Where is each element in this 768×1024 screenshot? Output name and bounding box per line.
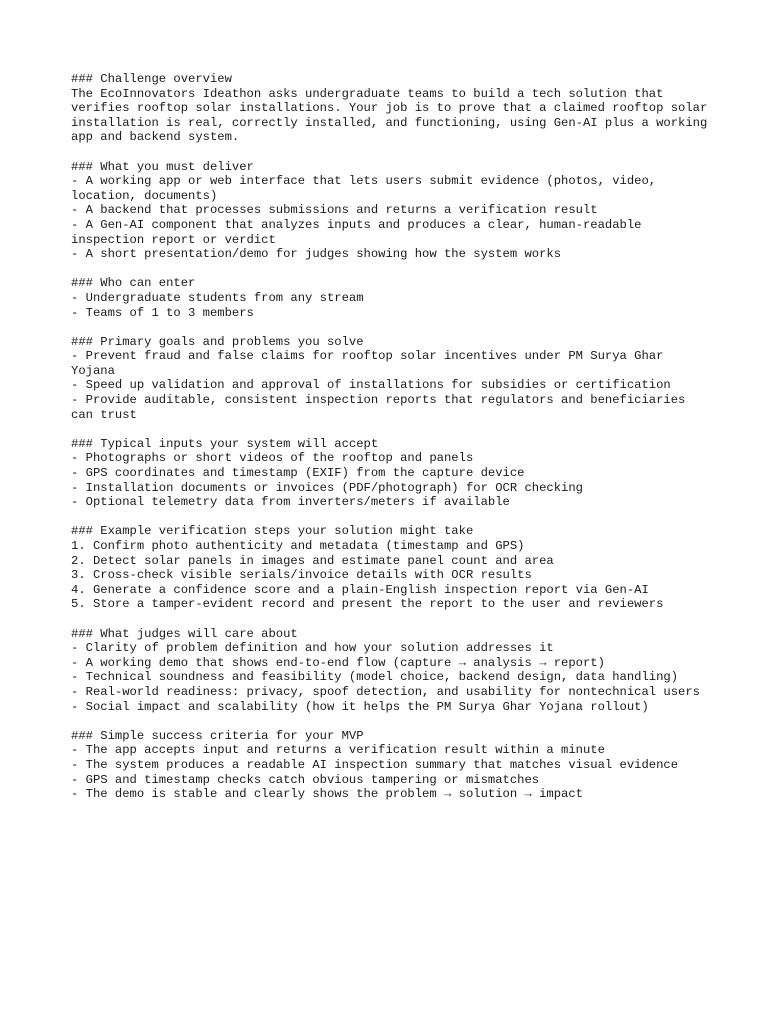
section-heading: ### Simple success criteria for your MVP <box>71 728 364 743</box>
section-heading: ### Who can enter <box>71 276 196 291</box>
list-item: - GPS coordinates and timestamp (EXIF) from the capture device <box>71 466 525 481</box>
section-heading: ### What judges will care about <box>71 626 298 641</box>
list-item: - A working demo that shows end-to-end flow (capture → analysis → report) <box>71 655 605 670</box>
list-item: 5. Store a tamper-evident record and present the report to the user and reviewers <box>71 597 664 612</box>
list-item: - The system produces a readable AI inspection summary that matches visual evidence <box>71 757 679 772</box>
list-item: - Real-world readiness: privacy, spoof detection, and usability for nontechnical users <box>71 684 700 699</box>
section-heading: ### What you must deliver <box>71 159 254 174</box>
list-item: - The demo is stable and clearly shows the problem → solution → impact <box>71 787 583 802</box>
list-item: - The app accepts input and returns a verification result within a minute <box>71 743 605 758</box>
list-item: - Technical soundness and feasibility (model choice, backend design, data handling) <box>71 670 679 685</box>
paragraph: The EcoInnovators Ideathon asks undergraduate teams to build a tech solution that verifies rooftop solar installations. Your job is to prove that a claimed rooftop solar installation is real, correctly installed, and functioning, using Gen-AI plus a working app and backend system. <box>71 86 715 145</box>
list-item: - Clarity of problem definition and how your solution addresses it <box>71 641 554 656</box>
section-heading: ### Typical inputs your system will accept <box>71 436 379 451</box>
list-item: - Optional telemetry data from inverters/meters if available <box>71 495 510 510</box>
section-heading: ### Challenge overview <box>71 72 232 86</box>
list-item: - A backend that processes submissions and returns a verification result <box>71 203 598 218</box>
section-challenge-overview <box>71 72 715 145</box>
list-item: 1. Confirm photo authenticity and metadata (timestamp and GPS) <box>71 539 525 553</box>
list-item: - A working app or web interface that lets users submit evidence (photos, video, location, documents) <box>71 174 664 203</box>
list-item: - Teams of 1 to 3 members <box>71 305 254 320</box>
section-heading: ### Primary goals and problems you solve <box>71 334 364 349</box>
list-item: 4. Generate a confidence score and a plain-English inspection report via Gen-AI <box>71 582 649 597</box>
section-judging-criteria <box>71 627 711 715</box>
list-item: - Installation documents or invoices (PDF/photograph) for OCR checking <box>71 480 583 495</box>
list-item: - Social impact and scalability (how it helps the PM Surya Ghar Yojana rollout) <box>71 699 649 714</box>
section-verification-steps <box>71 524 711 612</box>
list-item: - A short presentation/demo for judges showing how the system works <box>71 247 562 262</box>
list-item: 2. Detect solar panels in images and estimate panel count and area <box>71 553 554 568</box>
section-success-criteria <box>71 729 711 802</box>
list-item: 3. Cross-check visible serials/invoice details with OCR results <box>71 568 532 583</box>
section-eligibility <box>71 276 711 320</box>
list-item: - Undergraduate students from any stream <box>71 290 364 305</box>
section-typical-inputs <box>71 437 711 510</box>
document-body <box>71 72 715 816</box>
list-item: - Provide auditable, consistent inspection reports that regulators and beneficiaries can trust <box>71 393 693 422</box>
list-item: - Speed up validation and approval of installations for subsidies or certification <box>71 378 671 393</box>
list-item: - A Gen-AI component that analyzes inputs and produces a clear, human-readable inspection report or verdict <box>71 217 649 247</box>
section-deliverables <box>71 160 711 262</box>
list-item: - Prevent fraud and false claims for rooftop solar incentives under PM Surya Ghar Yojana <box>71 349 671 378</box>
section-primary-goals <box>71 335 711 423</box>
list-item: - Photographs or short videos of the rooftop and panels <box>71 451 474 466</box>
list-item: - GPS and timestamp checks catch obvious tampering or mismatches <box>71 772 540 787</box>
section-heading: ### Example verification steps your solution might take <box>71 524 474 539</box>
